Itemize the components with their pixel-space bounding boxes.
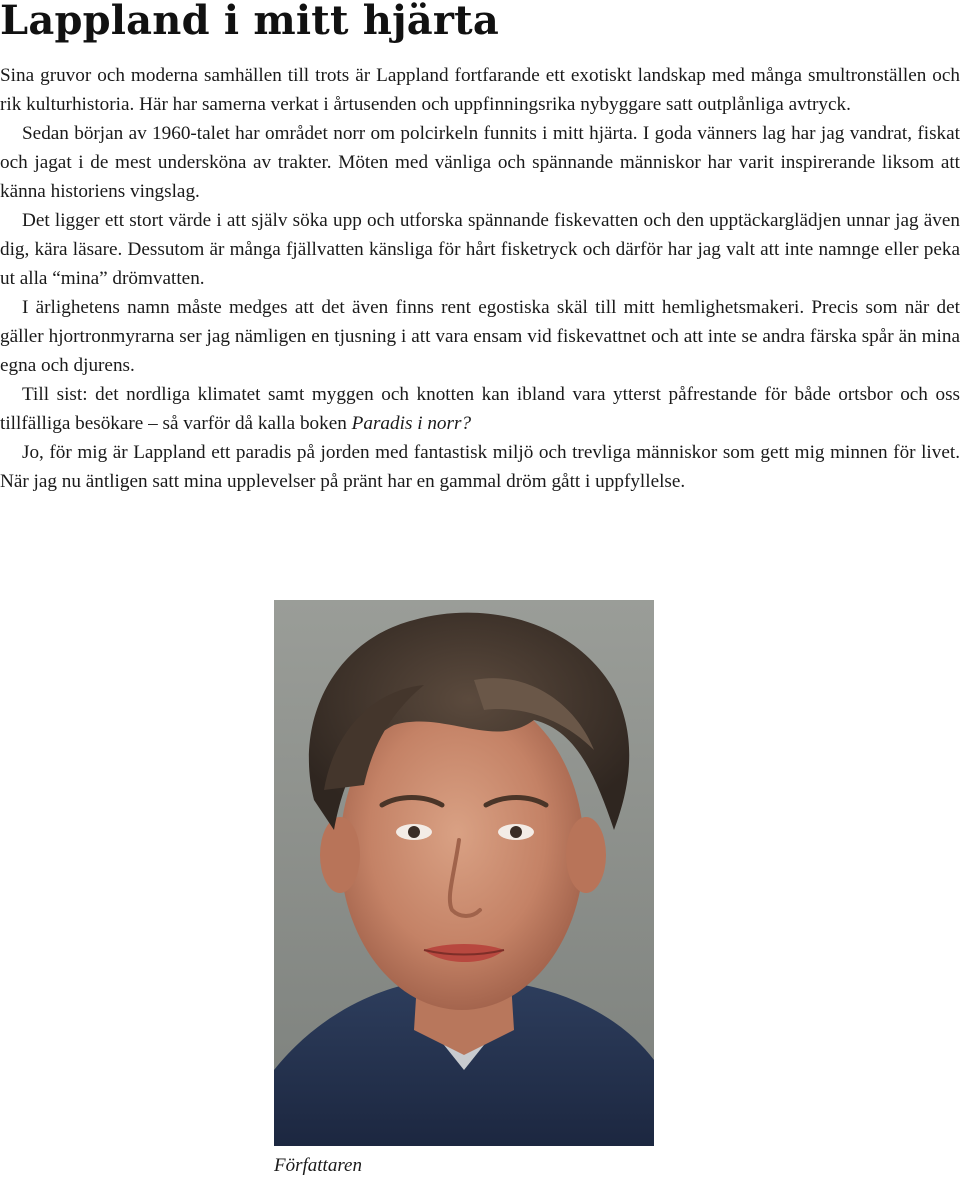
paragraph-2: Sedan början av 1960-talet har området norr om polcirkeln funnits i mitt hjärta. I goda vänners lag har jag vandrat, fiskat och jagat i de mest undersköna av trakter. Möten med vänliga och spännande människor har varit inspirerande liksom att känna historiens vingslag.	[0, 123, 960, 202]
paragraph-1: Sina gruvor och moderna samhällen till trots är Lappland fortfarande ett exotiskt landskap med många smultronställen och rik kulturhistoria. Här har samerna verkat i årtusenden och uppfinningsrika nybyggare satt outplånliga avtryck.	[0, 65, 960, 115]
author-photo	[274, 600, 654, 1146]
photo-caption: Författaren	[274, 1155, 362, 1176]
paragraph-5-text: Till sist: det nordliga klimatet samt myggen och knotten kan ibland vara ytterst påfrestande för både ortsbor och oss tillfälliga besökare – så varför då kalla boken	[0, 384, 960, 434]
body-text	[0, 61, 960, 496]
paragraph-5	[0, 380, 960, 438]
paragraph-6: Jo, för mig är Lappland ett paradis på jorden med fantastisk miljö och trevliga människor som gett mig minnen för livet. När jag nu äntligen satt mina upplevelser på pränt har en gammal dröm gått i uppfyllelse.	[0, 442, 960, 492]
page-title: Lappland i mitt hjärta	[0, 0, 499, 44]
paragraph-4: I ärlighetens namn måste medges att det även finns rent egostiska skäl till mitt hemlighetsmakeri. Precis som när det gäller hjortronmyrarna ser jag nämligen en tjusning i att vara ensam vid fiskevattnet och att inte se andra färska spår än mina egna och djurens.	[0, 297, 960, 376]
book-title-emphasis: Paradis i norr?	[351, 413, 472, 434]
paragraph-3: Det ligger ett stort värde i att själv söka upp och utforska spännande fiskevatten och den upptäckarglädjen unnar jag även dig, kära läsare. Dessutom är många fjällvatten känsliga för hårt fisketryck och därför har jag valt att inte namnge eller peka ut alla “mina” drömvatten.	[0, 210, 960, 289]
